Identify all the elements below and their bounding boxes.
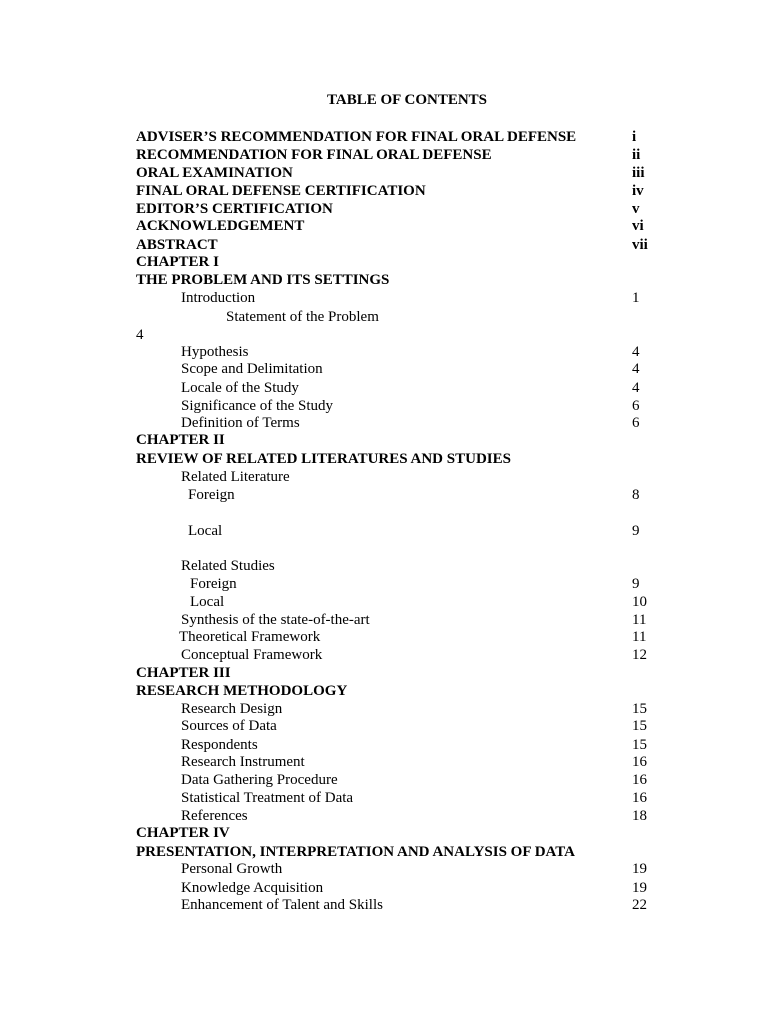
toc-entry-label: Related Studies [181, 558, 275, 574]
toc-page-number: 22 [632, 897, 647, 913]
toc-entry-row [0, 360, 768, 378]
toc-entry-row [0, 611, 768, 629]
toc-entry-label: FINAL ORAL DEFENSE CERTIFICATION [136, 183, 426, 199]
toc-entry-label: CHAPTER I [136, 254, 219, 270]
toc-heading-row [0, 128, 768, 146]
toc-entry-label: ACKNOWLEDGEMENT [136, 218, 305, 234]
toc-entry-row [0, 789, 768, 807]
toc-page-number: 1 [632, 290, 640, 306]
toc-entry-row [0, 575, 768, 593]
toc-entry-label: Foreign [190, 576, 237, 592]
toc-entry-row [0, 753, 768, 771]
toc-entry-row [0, 646, 768, 664]
toc-entry-label: Definition of Terms [181, 415, 300, 431]
toc-entry-label: Introduction [181, 290, 256, 306]
toc-page-number: 4 [632, 361, 640, 377]
toc-page-number: 11 [632, 629, 647, 645]
toc-entry-label: Personal Growth [181, 861, 283, 877]
toc-page-number: 16 [632, 790, 647, 806]
toc-entry-label: Hypothesis [181, 344, 249, 360]
toc-heading-row [0, 253, 768, 271]
toc-entry-row [0, 557, 768, 575]
toc-entry-label: Theoretical Framework [179, 629, 321, 645]
toc-entry-label: Related Literature [181, 469, 290, 485]
toc-page-number: 9 [632, 523, 640, 539]
toc-entry-row [0, 397, 768, 415]
toc-entry-label: REVIEW OF RELATED LITERATURES AND STUDIES [136, 451, 511, 467]
toc-page-number: 16 [632, 754, 647, 770]
toc-page-number: 12 [632, 647, 647, 663]
toc-entry-label: References [181, 808, 248, 824]
toc-entry-row [0, 414, 768, 432]
toc-entry-label: Knowledge Acquisition [181, 880, 324, 896]
toc-page-number: iv [632, 183, 644, 199]
toc-page-number: 9 [632, 576, 640, 592]
toc-entry-row [0, 289, 768, 307]
toc-entry-row [0, 522, 768, 540]
toc-entry-row [0, 379, 768, 397]
toc-page-number: 15 [632, 718, 647, 734]
toc-heading-row [0, 682, 768, 700]
toc-page-number: 4 [632, 344, 640, 360]
toc-entry-label: THE PROBLEM AND ITS SETTINGS [136, 272, 390, 288]
toc-entry-label: ADVISER’S RECOMMENDATION FOR FINAL ORAL DEFENSE [136, 129, 577, 145]
toc-entry-label: Locale of the Study [181, 380, 299, 396]
toc-entry-label: 4 [136, 327, 144, 343]
toc-heading-row [0, 236, 768, 254]
toc-entry-label: RESEARCH METHODOLOGY [136, 683, 348, 699]
toc-entry-row [0, 896, 768, 914]
toc-entry-label: Significance of the Study [181, 398, 334, 414]
toc-entry-label: ABSTRACT [136, 237, 218, 253]
toc-entry-label: Local [188, 523, 223, 539]
toc-entry-row [0, 308, 768, 326]
toc-page-number: vi [632, 218, 644, 234]
toc-entry-label: Synthesis of the state-of-the-art [181, 612, 370, 628]
toc-entry-row [0, 593, 768, 611]
toc-entry-label: Research Design [181, 701, 283, 717]
toc-entry-row [0, 343, 768, 361]
toc-entry-label: EDITOR’S CERTIFICATION [136, 201, 333, 217]
toc-page-number: 16 [632, 772, 647, 788]
toc-entry-row [0, 486, 768, 504]
toc-heading-row [0, 146, 768, 164]
toc-heading-row [0, 824, 768, 842]
toc-entry-row [0, 736, 768, 754]
toc-entry-row [0, 717, 768, 735]
toc-entry-row [0, 860, 768, 878]
toc-page-number: 19 [632, 880, 647, 896]
toc-heading-row [0, 271, 768, 289]
toc-entry-row [0, 700, 768, 718]
toc-page-number: 6 [632, 415, 640, 431]
toc-page-number: vii [632, 237, 648, 253]
page-title: TABLE OF CONTENTS [326, 92, 488, 108]
toc-entry-row [0, 771, 768, 789]
toc-page-number: ii [632, 147, 641, 163]
toc-page-number: 15 [632, 737, 647, 753]
toc-entry-label: CHAPTER II [136, 432, 225, 448]
toc-page-number: i [632, 129, 637, 145]
toc-heading-row [0, 217, 768, 235]
toc-entry-row [0, 628, 768, 646]
toc-page-number: 19 [632, 861, 647, 877]
toc-heading-row [0, 182, 768, 200]
toc-entry-label: PRESENTATION, INTERPRETATION AND ANALYSIS OF DATA [136, 844, 575, 860]
toc-heading-row [0, 664, 768, 682]
toc-page-number: v [632, 201, 640, 217]
toc-page-number: 4 [632, 380, 640, 396]
toc-entry-label: Foreign [188, 487, 235, 503]
toc-heading-row [0, 431, 768, 449]
toc-page-number: 10 [632, 594, 647, 610]
toc-page-number: 6 [632, 398, 640, 414]
toc-page-number: 8 [632, 487, 640, 503]
toc-heading-row [0, 200, 768, 218]
toc-entry-label: CHAPTER IV [136, 825, 230, 841]
toc-entry-label: CHAPTER III [136, 665, 231, 681]
toc-entry-row [0, 468, 768, 486]
toc-entry-label: Statistical Treatment of Data [181, 790, 354, 806]
toc-entry-row [0, 807, 768, 825]
toc-entry-label: Scope and Delimitation [181, 361, 323, 377]
toc-entry-row [0, 326, 768, 344]
toc-entry-label: RECOMMENDATION FOR FINAL ORAL DEFENSE [136, 147, 492, 163]
toc-entry-label: ORAL EXAMINATION [136, 165, 293, 181]
toc-heading-row [0, 164, 768, 182]
toc-entry-row [0, 879, 768, 897]
toc-entry-label: Sources of Data [181, 718, 277, 734]
toc-heading-row [0, 450, 768, 468]
toc-page-number: iii [632, 165, 645, 181]
toc-page-number: 18 [632, 808, 647, 824]
toc-entry-label: Enhancement of Talent and Skills [181, 897, 383, 913]
toc-entry-label: Research Instrument [181, 754, 305, 770]
toc-entry-label: Respondents [181, 737, 258, 753]
toc-page-number: 15 [632, 701, 647, 717]
toc-heading-row [0, 843, 768, 861]
toc-entry-label: Data Gathering Procedure [181, 772, 338, 788]
toc-entry-label: Statement of the Problem [226, 309, 379, 325]
toc-entry-label: Local [190, 594, 225, 610]
toc-entry-label: Conceptual Framework [181, 647, 323, 663]
toc-page-number: 11 [632, 612, 647, 628]
